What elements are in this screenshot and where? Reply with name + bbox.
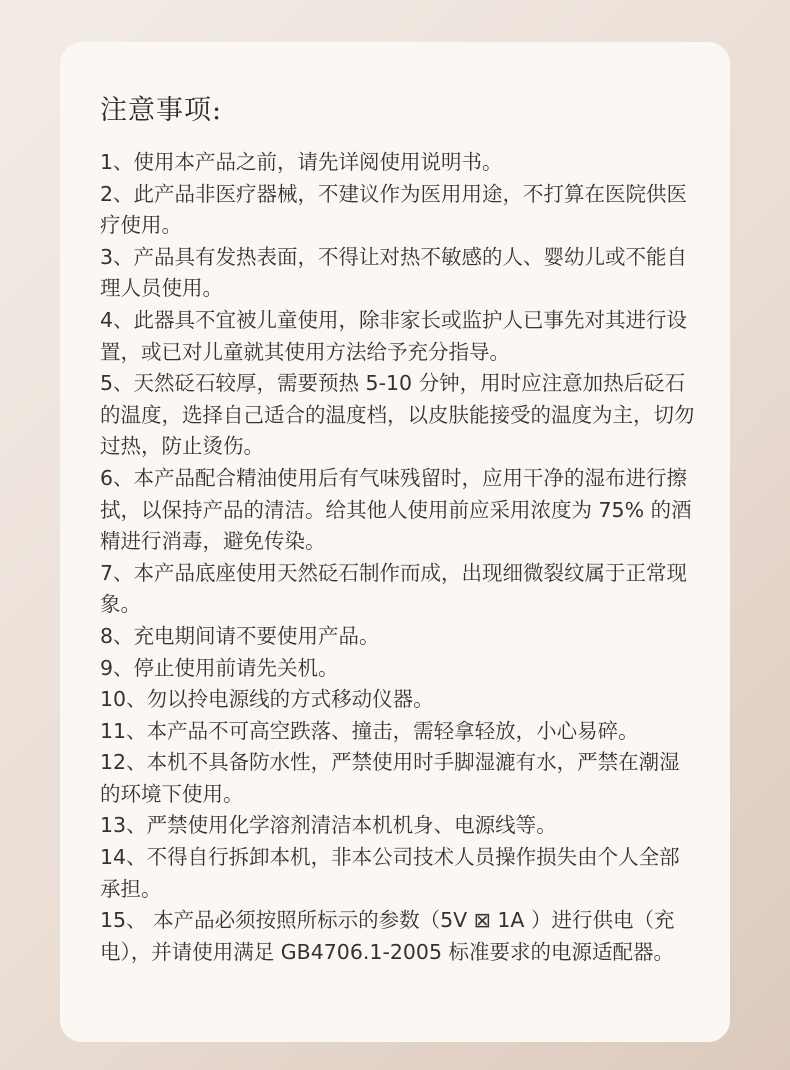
- notice-item-5: 5、天然砭石较厚，需要预热 5-10 分钟，用时应注意加热后砭石的温度，选择自己适合的温度档，以皮肤能接受的温度为主，切勿过热，防止烫伤。: [100, 371, 695, 459]
- notice-item-3: 3、产品具有发热表面，不得让对热不敏感的人、婴幼儿或不能自理人员使用。: [100, 244, 688, 301]
- notice-item-7: 7、本产品底座使用天然砭石制作而成，出现细微裂纹属于正常现象。: [100, 560, 688, 617]
- notice-list: [100, 147, 700, 968]
- notice-item-13: 13、严禁使用化学溶剂清洁本机机身、电源线等。: [100, 813, 557, 838]
- notice-item-1: 1、使用本产品之前，请先详阅使用说明书。: [100, 150, 503, 174]
- notice-item-12: 12、本机不具备防水性，严禁使用时手脚湿漉有水，严禁在潮湿的环境下使用。: [100, 750, 680, 806]
- notice-item-10: 10、勿以拎电源线的方式移动仪器。: [100, 687, 434, 712]
- notice-item-8: 8、充电期间请不要使用产品。: [100, 623, 380, 648]
- notice-item-9: 9、停止使用前请先关机。: [100, 655, 339, 680]
- notice-card: [60, 42, 730, 1042]
- notice-item-15: 15、 本产品必须按照所标示的参数（5V ⊠ 1A ）进行供电（充电），并请使用满足 GB4706.1-2005 标准要求的电源适配器。: [100, 908, 675, 964]
- notice-item-4: 4、此器具不宜被儿童使用，除非家长或监护人已事先对其进行设置，或已对儿童就其使用方法给予充分指导。: [100, 307, 688, 364]
- notice-item-14: 14、不得自行拆卸本机，非本公司技术人员操作损失由个人全部承担。: [100, 845, 680, 901]
- notice-item-6: 6、本产品配合精油使用后有气味残留时，应用干净的湿布进行擦拭，以保持产品的清洁。给其他人使用前应采用浓度为 75% 的酒精进行消毒，避免传染。: [100, 465, 692, 554]
- notice-title: 注意事项:: [100, 95, 223, 126]
- notice-item-11: 11、本产品不可高空跌落、撞击，需轻拿轻放，小心易碎。: [100, 718, 639, 743]
- notice-item-2: 2、此产品非医疗器械，不建议作为医用用途，不打算在医院供医疗使用。: [100, 181, 688, 238]
